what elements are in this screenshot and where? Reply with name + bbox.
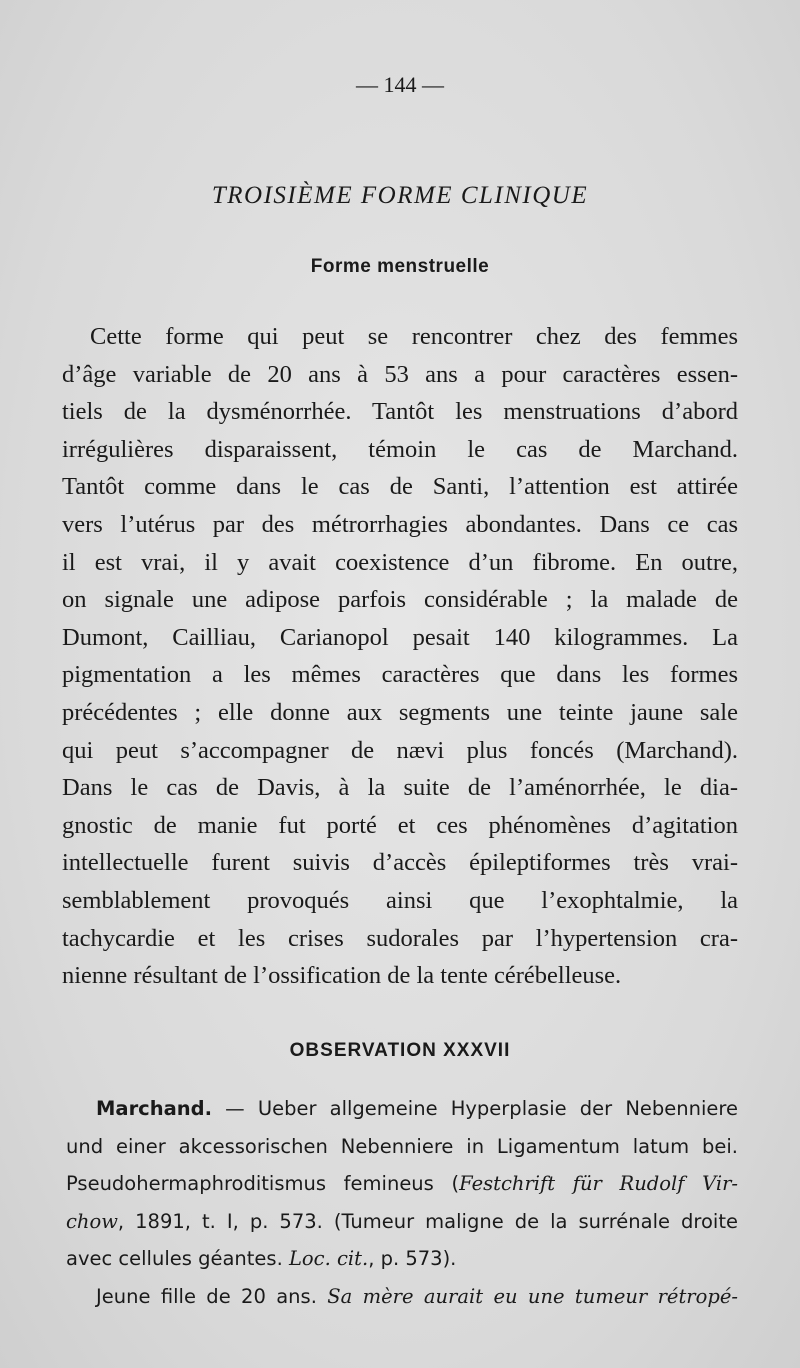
body-line: d’âge variable de 20 ans à 53 ans a pour caractères essen- [62,360,738,388]
body-line: tachycardie et les crises sudorales par l’hypertension cra- [62,924,738,952]
body-line: Dans le cas de Davis, à la suite de l’aménorrhée, le dia- [62,774,738,802]
page-number: — 144 — [356,72,444,97]
observation-reference [66,1090,738,1316]
reference-author: Marchand. [96,1097,213,1120]
section-title: Forme menstruelle [310,256,490,277]
body-line: il est vrai, il y avait coexistence d’un fibrome. En outre, [62,548,738,576]
reference-text: , p. 573). [368,1247,457,1271]
body-line: on signale une adipose parfois considérable ; la malade de [62,586,738,614]
body-line: intellectuelle furent suivis d’accès épileptiformes très vrai- [62,849,738,877]
body-line: semblablement provoqués ainsi que l’exophtalmie, la [62,886,738,914]
chapter-title: TROISIÈME FORME CLINIQUE [211,182,589,209]
reference-text: Pseudohermaphroditismus femineus ( [66,1172,460,1196]
body-line: qui peut s’accompagner de nævi plus foncés (Marchand). [62,736,738,764]
reference-line: und einer akcessorischen Nebenniere in Ligamentum latum bei. [66,1134,738,1158]
reference-text: , 1891, t. I, p. 573. (Tumeur maligne de la surrénale droite [117,1209,738,1233]
body-line: Dumont, Cailliau, Carianopol pesait 140 kilogrammes. La [62,623,738,651]
observation-title: OBSERVATION XXXVII [289,1040,511,1061]
reference-italic: Festchrift für Rudolf Vir- [459,1172,738,1196]
body-line: précédentes ; elle donne aux segments une teinte jaune sale [62,698,738,726]
reference-line [66,1090,738,1128]
body-line: Cette forme qui peut se rencontrer chez des femmes [90,323,738,350]
reference-text: avec cellules géantes. [66,1247,289,1271]
reference-line [66,1240,738,1278]
body-line: tiels de la dysménorrhée. Tantôt les menstruations d’abord [62,398,738,426]
reference-line [66,1165,738,1203]
reference-text: Jeune fille de 20 ans. [96,1284,328,1308]
body-line: Tantôt comme dans le cas de Santi, l’attention est attirée [62,473,738,501]
body-line: vers l’utérus par des métrorrhagies abondantes. Dans ce cas [62,510,738,538]
body-line: gnostic de manie fut porté et ces phénomènes d’agitation [62,811,738,839]
body-paragraph [62,318,738,995]
reference-line [66,1203,738,1241]
reference-italic: Sa mère aurait eu une tumeur rétropé- [327,1284,738,1308]
reference-italic: Loc. cit. [288,1247,369,1271]
body-line: pigmentation a les mêmes caractères que dans les formes [62,661,738,689]
reference-italic: chow [66,1209,118,1233]
reference-text: — Ueber allgemeine Hyperplasie der Nebenniere [212,1097,738,1120]
body-line: nienne résultant de l’ossification de la tente cérébelleuse. [62,962,622,990]
body-line: irrégulières disparaissent, témoin le cas de Marchand. [62,435,738,463]
reference-line [66,1278,738,1316]
